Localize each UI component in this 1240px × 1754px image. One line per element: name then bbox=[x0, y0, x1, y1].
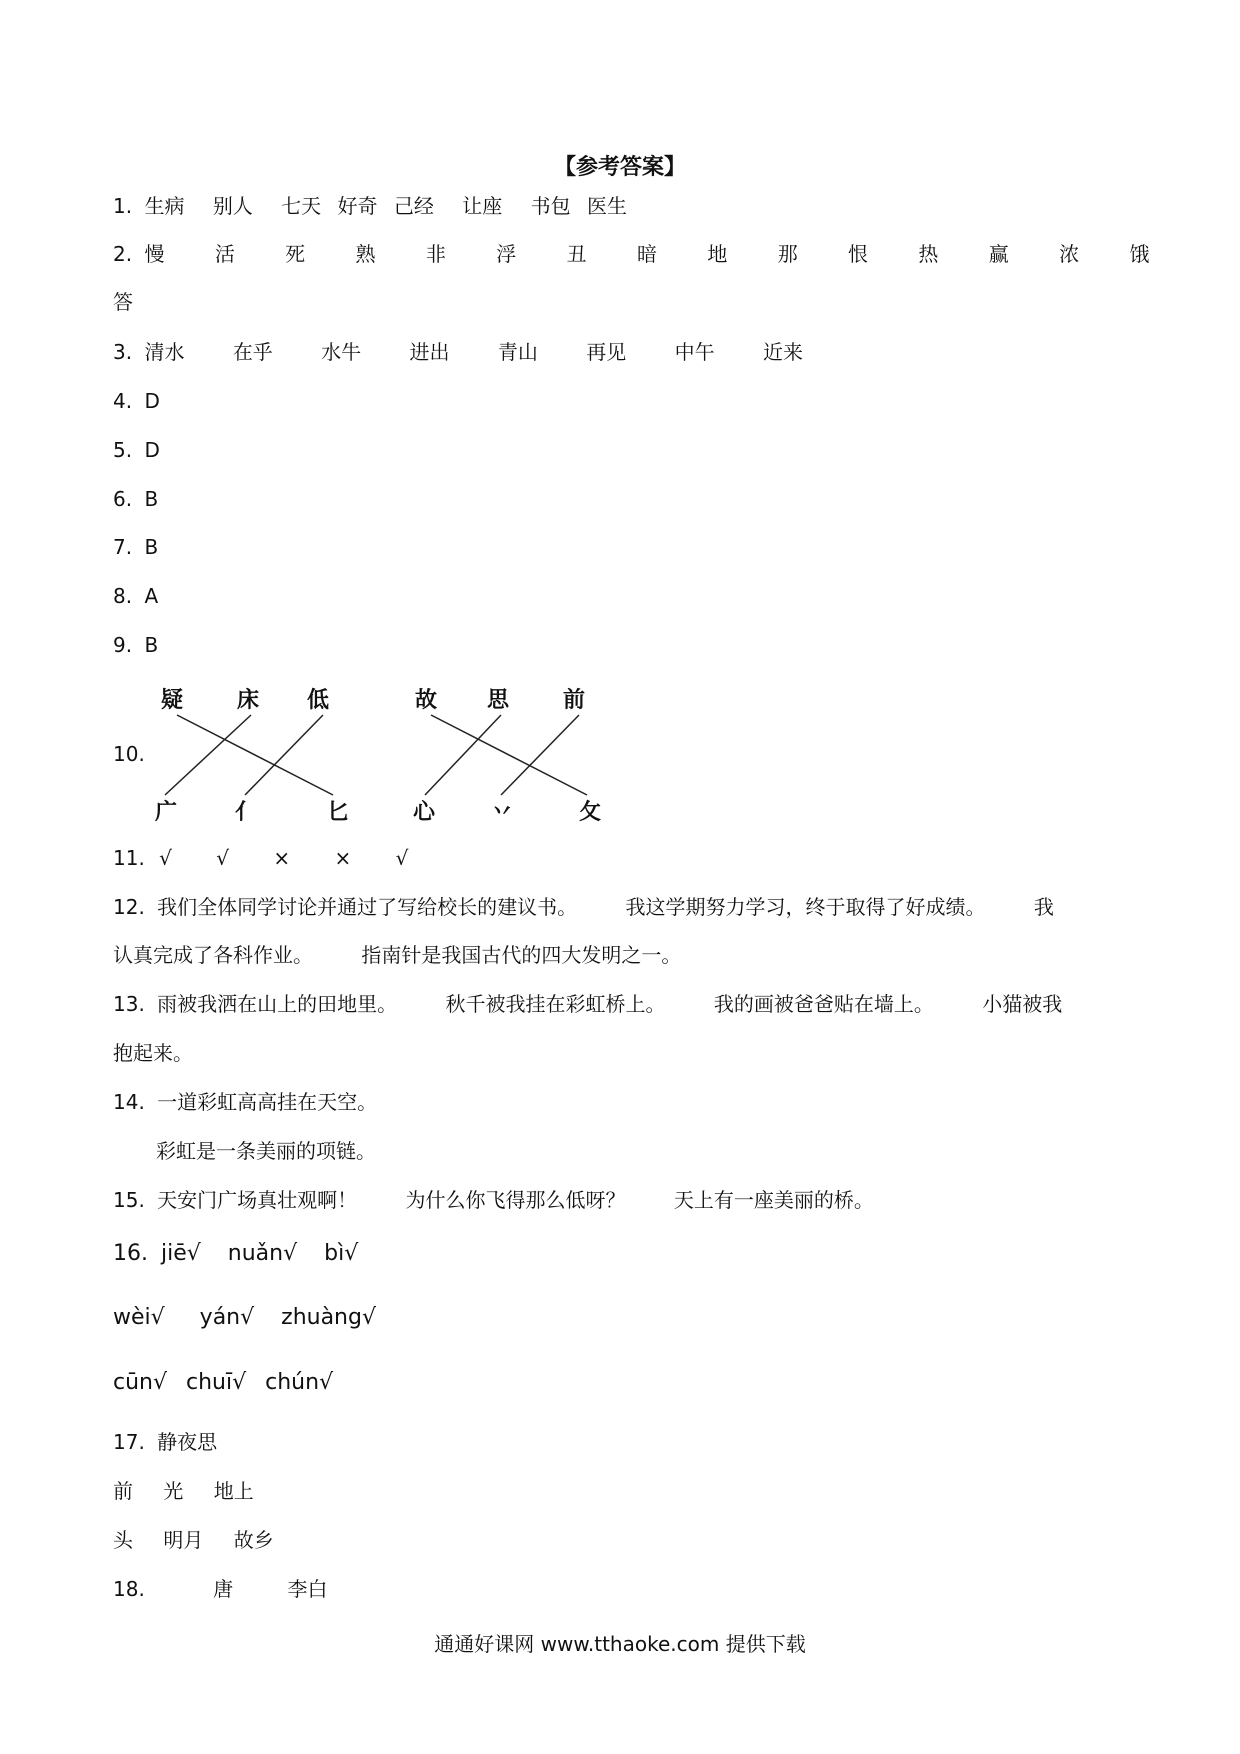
answer-char: 丑 bbox=[566, 242, 587, 266]
answer-word: 别人 bbox=[212, 194, 253, 218]
poem-title: 静夜思 bbox=[157, 1430, 218, 1454]
poem-fill: 头 bbox=[113, 1528, 133, 1552]
answer-18 bbox=[113, 1575, 328, 1603]
answer-char: 地 bbox=[707, 242, 728, 266]
match-line bbox=[425, 715, 501, 795]
pinyin-answer: chún√ bbox=[265, 1370, 334, 1395]
answer-char: 慢 bbox=[144, 242, 165, 266]
answer-16-row2 bbox=[113, 1304, 376, 1332]
answer-2 bbox=[113, 240, 1149, 268]
judgement-mark: × bbox=[334, 846, 352, 870]
answer-16-row3 bbox=[113, 1369, 333, 1397]
pinyin-answer: jiē√ bbox=[161, 1241, 201, 1266]
answer-sentence: 我们全体同学讨论并通过了写给校长的建议书。 bbox=[157, 895, 578, 919]
question-number: 6. bbox=[113, 487, 133, 511]
answer-13 bbox=[113, 990, 1062, 1018]
question-number: 2. bbox=[113, 242, 133, 266]
top-char: 前 bbox=[563, 687, 586, 713]
bottom-radical: 亻 bbox=[235, 799, 258, 823]
answer-word: 青山 bbox=[497, 340, 538, 364]
pinyin-answer: zhuàng√ bbox=[281, 1305, 376, 1330]
answer-word: 让座 bbox=[462, 194, 503, 218]
pinyin-answer: bì√ bbox=[324, 1241, 359, 1266]
answer-sentence: 雨被我洒在山上的田地里。 bbox=[157, 992, 398, 1016]
answer-word: 清水 bbox=[144, 340, 185, 364]
answer-word: 再见 bbox=[586, 340, 627, 364]
answer-word: 生病 bbox=[144, 194, 185, 218]
answer-choice: A bbox=[144, 584, 159, 608]
answer-word: 医生 bbox=[586, 194, 627, 218]
answer-13-cont: 抱起来。 bbox=[113, 1041, 193, 1065]
match-line bbox=[177, 715, 333, 795]
answer-11 bbox=[113, 844, 408, 872]
page-title: 【参考答案】 bbox=[553, 155, 686, 180]
answer-17 bbox=[113, 1428, 217, 1456]
top-char: 低 bbox=[307, 687, 330, 713]
answer-char: 活 bbox=[214, 242, 235, 266]
question-number: 17. bbox=[113, 1430, 145, 1454]
answer-choice: D bbox=[144, 438, 160, 462]
answer-char: 恨 bbox=[848, 242, 869, 266]
answer-2-wrap: 答 bbox=[113, 290, 133, 314]
dynasty-answer: 唐 bbox=[213, 1577, 234, 1601]
answer-choice: B bbox=[144, 535, 159, 559]
answer-sentence: 我 bbox=[1033, 895, 1054, 919]
pinyin-answer: cūn√ bbox=[113, 1370, 168, 1395]
page-footer: 通通好课网 www.tthaoke.com 提供下载 bbox=[434, 1632, 806, 1656]
answer-9 bbox=[113, 631, 158, 659]
answer-word: 进出 bbox=[409, 340, 450, 364]
question-number: 1. bbox=[113, 194, 133, 218]
question-number: 5. bbox=[113, 438, 133, 462]
bottom-radical: 攵 bbox=[579, 799, 602, 823]
answer-word: 在乎 bbox=[232, 340, 273, 364]
question-number: 14. bbox=[113, 1090, 145, 1114]
answer-sentence: 为什么你飞得那么低呀？ bbox=[405, 1188, 626, 1212]
bottom-radical: 心 bbox=[413, 799, 436, 823]
answer-char: 赢 bbox=[988, 242, 1009, 266]
question-number: 4. bbox=[113, 389, 133, 413]
question-number: 7. bbox=[113, 535, 133, 559]
answer-4 bbox=[113, 387, 160, 415]
question-number: 15. bbox=[113, 1188, 145, 1212]
answer-6 bbox=[113, 485, 158, 513]
matching-svg bbox=[155, 683, 625, 823]
answer-choice: B bbox=[144, 633, 159, 657]
match-line bbox=[431, 715, 587, 795]
question-number: 3. bbox=[113, 340, 133, 364]
answer-word: 中午 bbox=[674, 340, 715, 364]
question-number: 9. bbox=[113, 633, 133, 657]
answer-char: 浮 bbox=[496, 242, 517, 266]
question-number: 16. bbox=[113, 1241, 148, 1266]
match-line bbox=[501, 715, 579, 795]
bottom-radical: 丷 bbox=[491, 799, 514, 823]
answer-1 bbox=[113, 192, 627, 220]
pinyin-answer: nuǎn√ bbox=[227, 1241, 298, 1266]
question-number: 11. bbox=[113, 846, 145, 870]
answer-char: 饿 bbox=[1129, 242, 1150, 266]
answer-char: 死 bbox=[285, 242, 306, 266]
judgement-mark: √ bbox=[395, 846, 409, 870]
bottom-radical: 广 bbox=[155, 799, 178, 823]
answer-7 bbox=[113, 533, 158, 561]
answer-word: 近来 bbox=[762, 340, 803, 364]
pinyin-answer: yán√ bbox=[199, 1305, 255, 1330]
match-line bbox=[165, 715, 251, 795]
author-answer: 李白 bbox=[287, 1577, 328, 1601]
top-char: 思 bbox=[487, 687, 510, 713]
answer-char: 那 bbox=[777, 242, 798, 266]
pinyin-answer: chuī√ bbox=[186, 1370, 247, 1395]
radical-matching-diagram bbox=[155, 683, 625, 823]
answer-word: 好奇 bbox=[337, 194, 378, 218]
bottom-radical: 匕 bbox=[327, 799, 350, 823]
answer-char: 熟 bbox=[355, 242, 376, 266]
answer-sentence: 小猫被我 bbox=[982, 992, 1063, 1016]
answer-char: 暗 bbox=[636, 242, 657, 266]
poem-fill: 光 bbox=[163, 1479, 184, 1503]
answer-word: 七天 bbox=[281, 194, 322, 218]
top-char: 故 bbox=[415, 687, 438, 713]
judgement-mark: × bbox=[273, 846, 291, 870]
answer-17-row2 bbox=[113, 1526, 274, 1554]
answer-choice: B bbox=[144, 487, 159, 511]
answer-sentence: 天安门广场真壮观啊！ bbox=[157, 1188, 358, 1212]
answer-14-cont: 彩虹是一条美丽的项链。 bbox=[156, 1139, 376, 1163]
top-char: 床 bbox=[237, 687, 260, 713]
question-number: 8. bbox=[113, 584, 133, 608]
answer-8 bbox=[113, 582, 158, 610]
poem-fill: 地上 bbox=[213, 1479, 254, 1503]
answer-14 bbox=[113, 1088, 377, 1116]
answer-word: 己经 bbox=[393, 194, 434, 218]
answer-choice: D bbox=[144, 389, 160, 413]
answer-word: 书包 bbox=[530, 194, 571, 218]
answer-16 bbox=[113, 1240, 358, 1268]
answer-17-row1 bbox=[113, 1477, 254, 1505]
answer-sentence: 一道彩虹高高挂在天空。 bbox=[157, 1090, 378, 1114]
question-number: 18. bbox=[113, 1577, 145, 1601]
answer-sentence: 认真完成了各科作业。 bbox=[113, 943, 313, 967]
question-number: 13. bbox=[113, 992, 145, 1016]
answer-sentence: 我的画被爸爸贴在墙上。 bbox=[713, 992, 934, 1016]
answer-12 bbox=[113, 893, 1054, 921]
answer-char: 非 bbox=[425, 242, 446, 266]
answer-sentence: 我这学期努力学习，终于取得了好成绩。 bbox=[625, 895, 986, 919]
answer-5 bbox=[113, 436, 160, 464]
question-number: 12. bbox=[113, 895, 145, 919]
answer-3 bbox=[113, 338, 803, 366]
answer-sentence: 指南针是我国古代的四大发明之一。 bbox=[361, 943, 682, 967]
poem-fill: 故乡 bbox=[233, 1528, 274, 1552]
answer-10-number: 10. bbox=[113, 742, 145, 766]
poem-fill: 明月 bbox=[163, 1528, 204, 1552]
pinyin-answer: wèi√ bbox=[113, 1305, 165, 1330]
answer-15 bbox=[113, 1186, 874, 1214]
judgement-mark: √ bbox=[159, 846, 172, 870]
match-line bbox=[245, 715, 323, 795]
answer-sentence: 秋千被我挂在彩虹桥上。 bbox=[445, 992, 666, 1016]
answer-12-cont bbox=[113, 941, 681, 969]
judgement-mark: √ bbox=[216, 846, 230, 870]
answer-sentence: 天上有一座美丽的桥。 bbox=[673, 1188, 874, 1212]
poem-fill: 前 bbox=[113, 1479, 133, 1503]
top-char: 疑 bbox=[161, 687, 184, 713]
answer-char: 热 bbox=[918, 242, 939, 266]
answer-char: 浓 bbox=[1059, 242, 1080, 266]
answer-word: 水牛 bbox=[321, 340, 362, 364]
